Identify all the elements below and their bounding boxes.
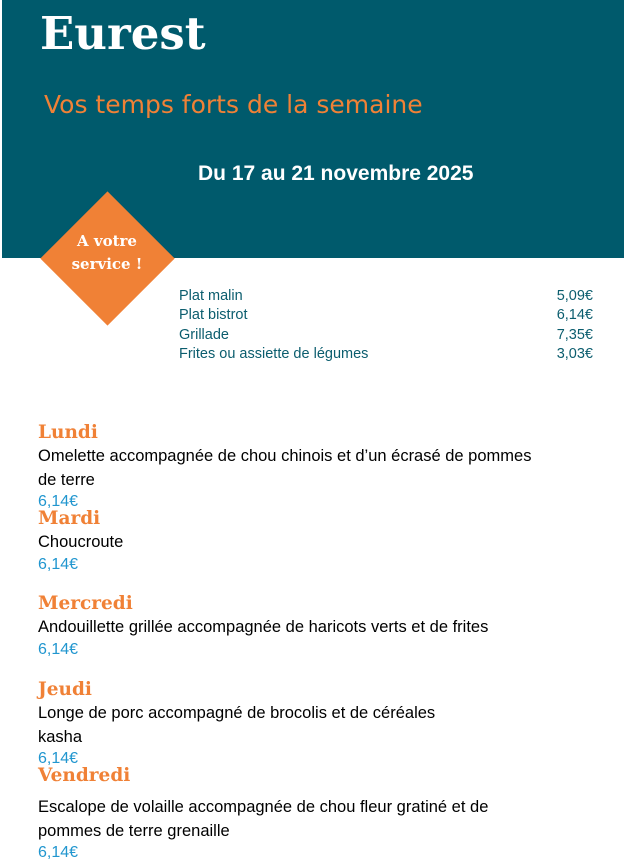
- price-label: Frites ou assiette de légumes: [179, 345, 369, 362]
- dish-price: 6,14€: [38, 750, 79, 767]
- dish-price: 6,14€: [38, 493, 79, 510]
- service-badge-text: [37, 230, 177, 276]
- day-thursday: [38, 678, 608, 769]
- day-name: Lundi: [38, 422, 98, 443]
- dish-line: pommes de terre grenaille: [38, 821, 230, 840]
- dish-line: Andouillette grillée accompagnée de haricots verts et de frites: [38, 618, 489, 636]
- price-value: 6,14€: [556, 307, 593, 324]
- dish-price: 6,14€: [38, 844, 79, 861]
- price-label: Grillade: [179, 326, 229, 343]
- price-row: [179, 306, 593, 325]
- badge-line-2: service !: [71, 255, 143, 273]
- dish-line: kasha: [38, 727, 83, 746]
- dish-line: Choucroute: [38, 533, 124, 551]
- price-list: [179, 287, 593, 364]
- price-label: Plat malin: [179, 288, 243, 304]
- page-subtitle: Vos temps forts de la semaine: [44, 90, 423, 119]
- dish-line: Escalope de volaille accompagnée de chou fleur gratiné et de: [38, 798, 489, 816]
- dish-price: 6,14€: [38, 640, 79, 658]
- day-name: Jeudi: [38, 679, 92, 700]
- price-row: [179, 287, 593, 306]
- eurest-logo: Eurest: [40, 7, 206, 60]
- day-monday: [38, 421, 608, 512]
- dish-line: Longe de porc accompagné de brocolis et de céréales: [38, 704, 436, 722]
- day-name: Vendredi: [38, 765, 131, 786]
- price-label: Plat bistrot: [179, 307, 248, 324]
- dish-line: de terre: [38, 470, 95, 489]
- dish-price: 6,14€: [38, 555, 79, 573]
- day-tuesday: [38, 507, 608, 575]
- badge-line-1: A votre: [77, 232, 137, 250]
- price-value: 5,09€: [556, 288, 593, 304]
- day-name: Mercredi: [38, 593, 133, 614]
- price-value: 7,35€: [556, 326, 593, 343]
- price-row: [179, 326, 593, 345]
- price-row: [179, 345, 593, 364]
- day-wednesday: [38, 592, 608, 660]
- dish-line: Omelette accompagnée de chou chinois et d’un écrasé de pommes: [38, 447, 532, 465]
- week-dates: Du 17 au 21 novembre 2025: [198, 162, 474, 185]
- day-friday: [38, 764, 608, 863]
- price-value: 3,03€: [556, 345, 593, 362]
- day-name: Mardi: [38, 508, 101, 529]
